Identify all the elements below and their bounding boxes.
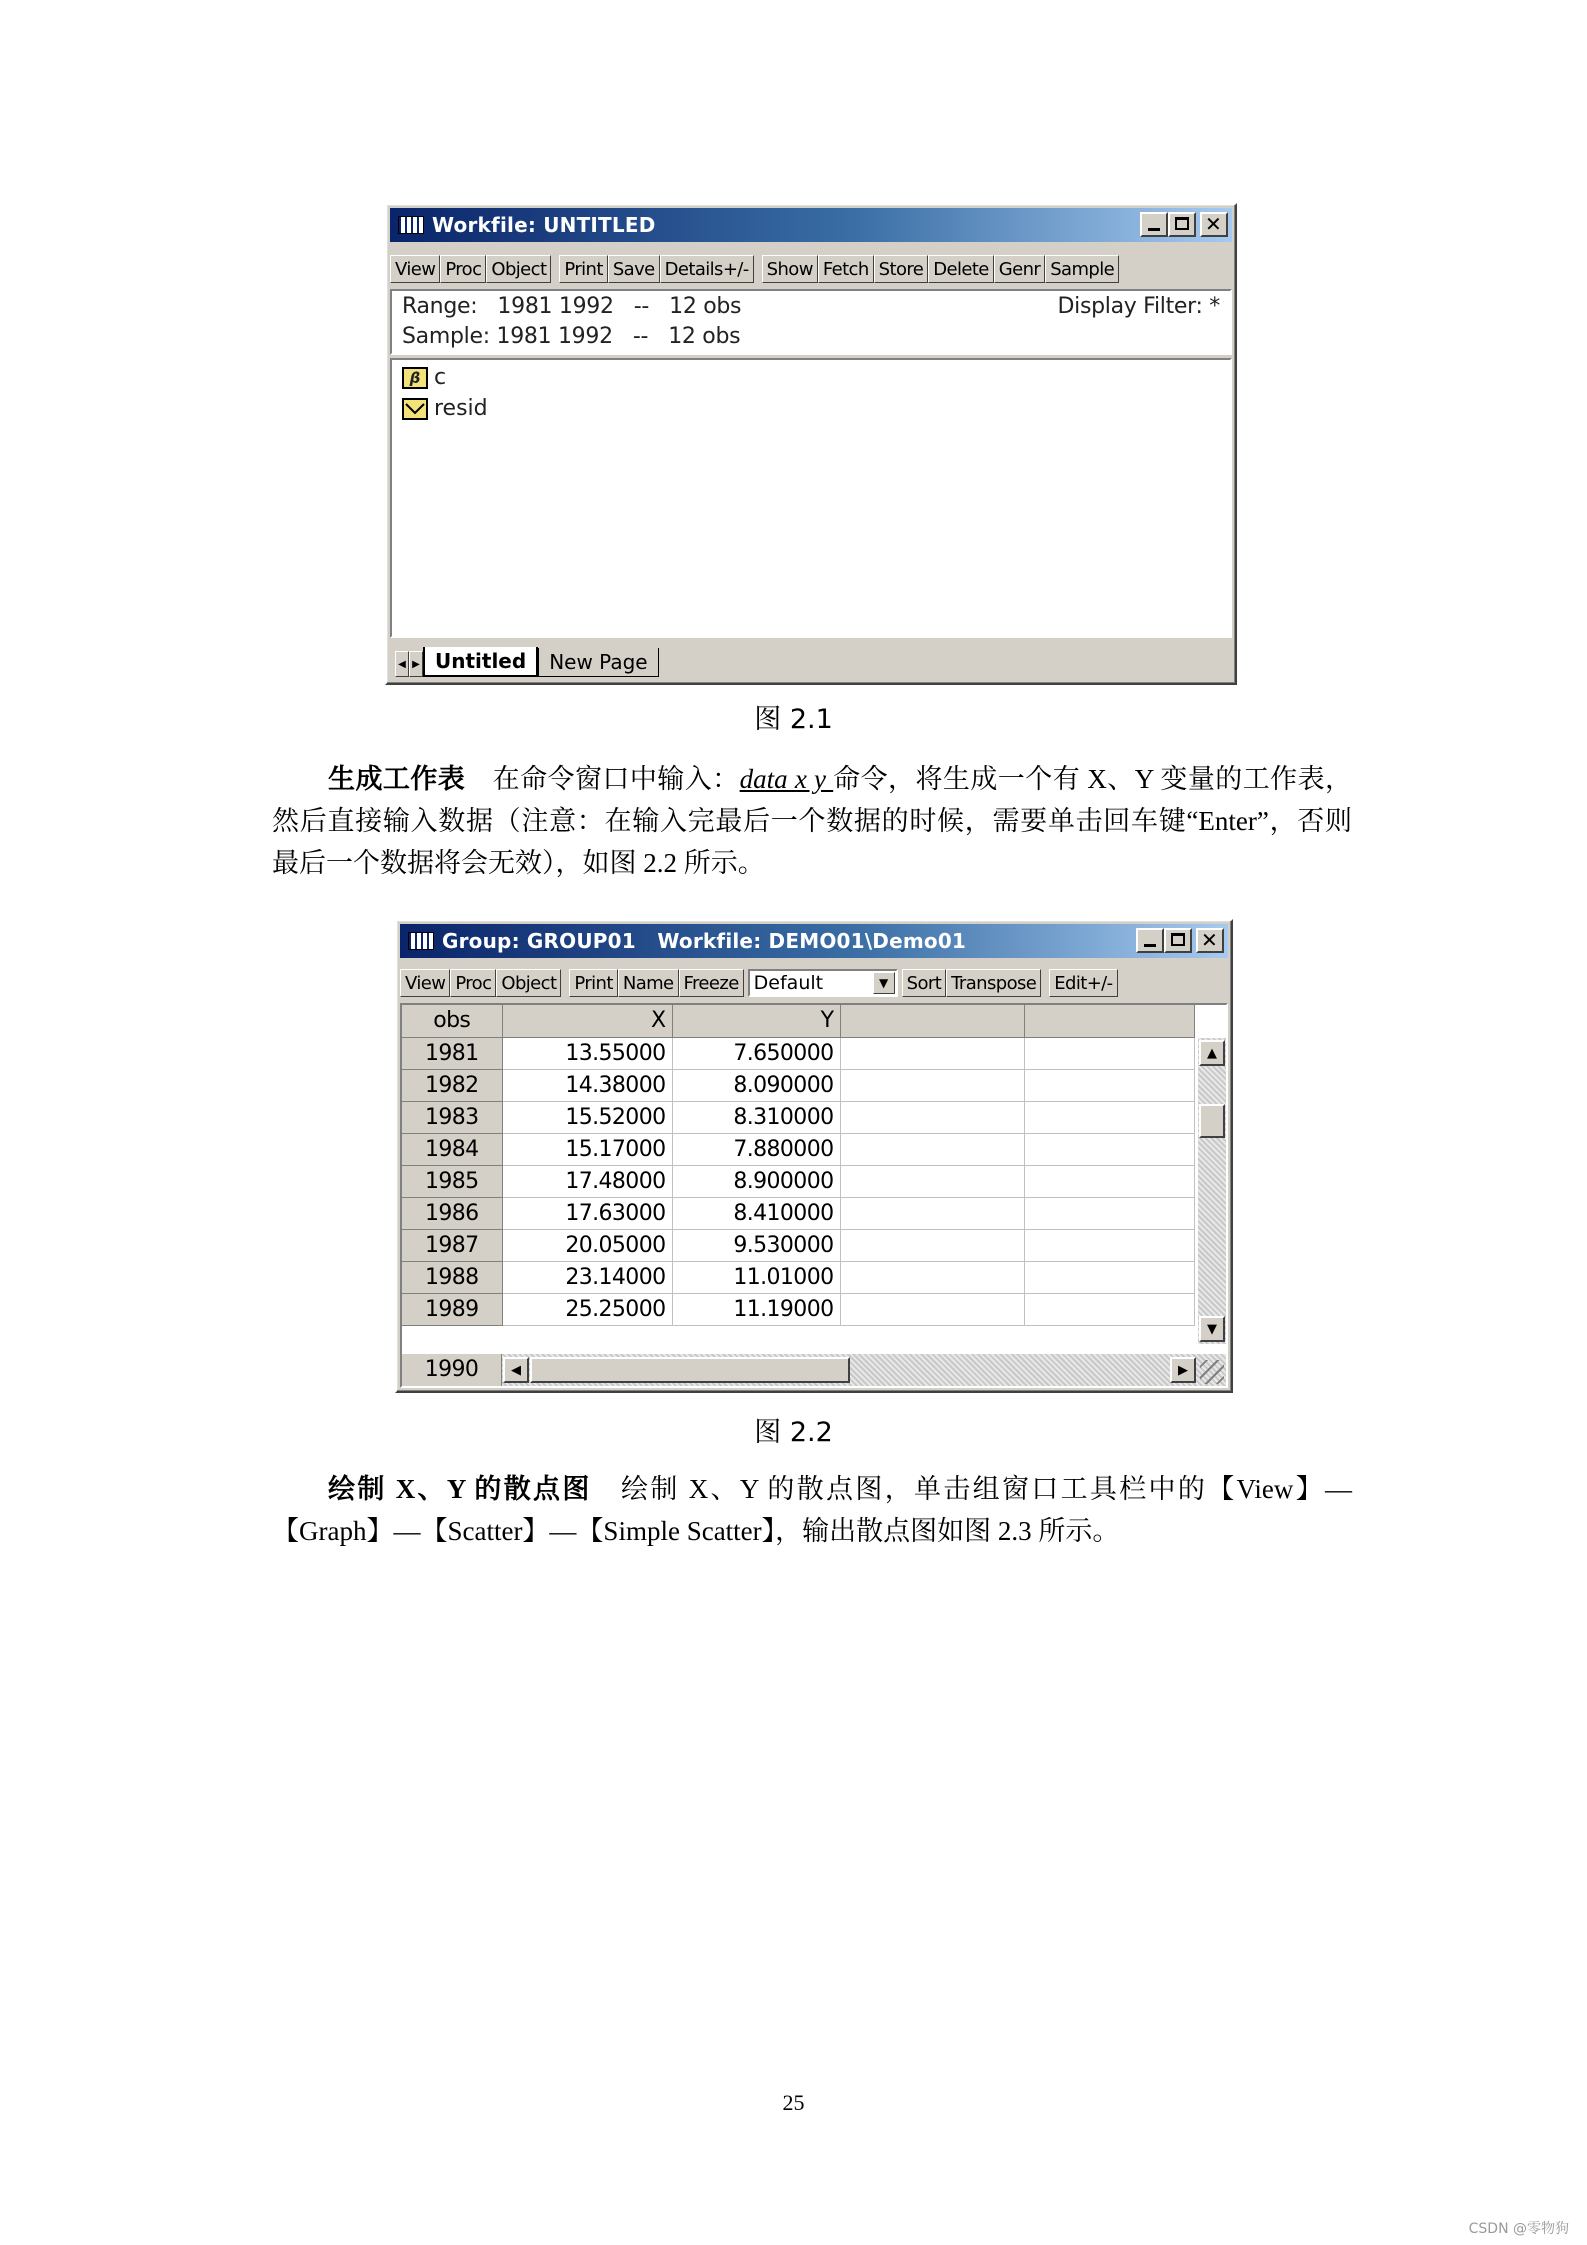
group-window bbox=[395, 919, 1233, 1393]
group-toolbar bbox=[400, 968, 1228, 998]
workfile-title: Workfile: UNTITLED bbox=[432, 213, 656, 237]
row-obs-cell[interactable]: 1988 bbox=[402, 1261, 502, 1293]
y-value-cell[interactable]: 11.19000 bbox=[672, 1293, 840, 1325]
last-obs-cell: 1990 bbox=[402, 1354, 502, 1386]
scroll-up-button[interactable]: ▲ bbox=[1199, 1040, 1225, 1066]
column-header-y[interactable]: Y bbox=[672, 1005, 840, 1037]
y-value-cell[interactable]: 8.900000 bbox=[672, 1165, 840, 1197]
empty-cell[interactable] bbox=[840, 1069, 1024, 1101]
scroll-down-button[interactable]: ▼ bbox=[1199, 1316, 1225, 1342]
table-row bbox=[402, 1069, 1194, 1101]
delete-button[interactable]: Delete bbox=[928, 255, 994, 283]
range-line: Range: 1981 1992 -- 12 obs bbox=[402, 294, 742, 319]
object-item[interactable] bbox=[402, 365, 446, 390]
series-icon bbox=[402, 398, 428, 420]
workfile-object-list bbox=[390, 358, 1232, 638]
sort-button[interactable]: Sort bbox=[902, 969, 947, 997]
workfile-window bbox=[385, 203, 1237, 685]
store-button[interactable]: Store bbox=[874, 255, 929, 283]
paragraph-heading: 生成工作表 bbox=[328, 764, 466, 794]
object-name: resid bbox=[434, 396, 488, 421]
workfile-titlebar[interactable] bbox=[390, 208, 1232, 242]
empty-cell[interactable] bbox=[1024, 1293, 1194, 1325]
y-value-cell[interactable]: 8.090000 bbox=[672, 1069, 840, 1101]
command-text: data x y bbox=[739, 764, 834, 794]
group-title: Group: GROUP01 Workfile: DEMO01\Demo01 bbox=[442, 929, 967, 953]
close-button[interactable] bbox=[1196, 928, 1224, 953]
table-row bbox=[402, 1261, 1194, 1293]
row-obs-cell[interactable]: 1985 bbox=[402, 1165, 502, 1197]
paragraph-draw-scatter bbox=[272, 1468, 1352, 1552]
workfile-info-panel bbox=[390, 289, 1232, 355]
tab-untitled[interactable]: Untitled bbox=[423, 647, 538, 677]
paragraph-heading: 绘制 X、Y 的散点图 bbox=[328, 1474, 592, 1504]
y-value-cell[interactable]: 7.650000 bbox=[672, 1037, 840, 1069]
sample-line: Sample: 1981 1992 -- 12 obs bbox=[402, 324, 741, 349]
empty-cell[interactable] bbox=[840, 1165, 1024, 1197]
empty-cell[interactable] bbox=[1024, 1165, 1194, 1197]
row-obs-cell[interactable]: 1983 bbox=[402, 1101, 502, 1133]
table-row bbox=[402, 1165, 1194, 1197]
workfile-page-tabs bbox=[395, 647, 659, 677]
tab-scroll-right[interactable]: ▶ bbox=[409, 651, 423, 677]
group-titlebar[interactable] bbox=[400, 924, 1228, 958]
object-button[interactable]: Object bbox=[486, 255, 551, 283]
scroll-right-button[interactable]: ▶ bbox=[1170, 1357, 1196, 1383]
maximize-button[interactable] bbox=[1164, 928, 1192, 953]
x-value-cell[interactable]: 20.05000 bbox=[502, 1229, 672, 1261]
x-value-cell[interactable]: 17.48000 bbox=[502, 1165, 672, 1197]
table-row bbox=[402, 1101, 1194, 1133]
column-header-empty[interactable] bbox=[1024, 1005, 1194, 1037]
close-icon: ✕ bbox=[1201, 928, 1218, 952]
maximize-icon bbox=[1171, 933, 1185, 946]
vertical-scrollbar[interactable] bbox=[1198, 1038, 1226, 1344]
details-button[interactable]: Details+/- bbox=[660, 255, 754, 283]
group-app-icon bbox=[408, 932, 434, 950]
object-button[interactable]: Object bbox=[496, 969, 561, 997]
row-obs-cell[interactable]: 1989 bbox=[402, 1293, 502, 1325]
x-value-cell[interactable]: 14.38000 bbox=[502, 1069, 672, 1101]
scroll-thumb-horizontal[interactable] bbox=[530, 1357, 850, 1383]
y-value-cell[interactable]: 7.880000 bbox=[672, 1133, 840, 1165]
table-row bbox=[402, 1197, 1194, 1229]
proc-button[interactable]: Proc bbox=[450, 969, 496, 997]
workfile-app-icon bbox=[398, 216, 424, 234]
table-row bbox=[402, 1037, 1194, 1069]
figure-caption-2-2: 图 2.2 bbox=[754, 1417, 833, 1448]
freeze-button[interactable]: Freeze bbox=[679, 969, 744, 997]
resize-grip-icon[interactable] bbox=[1200, 1360, 1224, 1384]
row-obs-cell[interactable]: 1981 bbox=[402, 1037, 502, 1069]
horizontal-scrollbar[interactable] bbox=[502, 1354, 1226, 1386]
column-header-x[interactable]: X bbox=[502, 1005, 672, 1037]
empty-cell[interactable] bbox=[1024, 1101, 1194, 1133]
x-value-cell[interactable]: 17.63000 bbox=[502, 1197, 672, 1229]
beta-coef-icon: β bbox=[402, 367, 428, 389]
scroll-left-button[interactable]: ◀ bbox=[503, 1357, 529, 1383]
empty-cell[interactable] bbox=[840, 1229, 1024, 1261]
minimize-icon bbox=[1148, 228, 1160, 231]
empty-cell[interactable] bbox=[840, 1037, 1024, 1069]
close-icon: ✕ bbox=[1205, 212, 1222, 236]
display-format-value: Default bbox=[753, 972, 824, 994]
empty-cell[interactable] bbox=[1024, 1037, 1194, 1069]
empty-cell[interactable] bbox=[840, 1261, 1024, 1293]
spreadsheet-area bbox=[400, 1003, 1228, 1388]
close-button[interactable] bbox=[1200, 212, 1228, 237]
fetch-button[interactable]: Fetch bbox=[818, 255, 874, 283]
empty-cell[interactable] bbox=[1024, 1229, 1194, 1261]
table-row bbox=[402, 1133, 1194, 1165]
tab-new-page[interactable]: New Page bbox=[538, 648, 658, 677]
empty-cell[interactable] bbox=[1024, 1069, 1194, 1101]
view-button[interactable]: View bbox=[400, 969, 450, 997]
row-obs-cell[interactable]: 1984 bbox=[402, 1133, 502, 1165]
empty-cell[interactable] bbox=[840, 1133, 1024, 1165]
y-value-cell[interactable]: 11.01000 bbox=[672, 1261, 840, 1293]
minimize-icon bbox=[1144, 944, 1156, 947]
watermark: CSDN @零物狗 bbox=[1468, 2221, 1569, 2237]
empty-cell[interactable] bbox=[840, 1293, 1024, 1325]
empty-cell[interactable] bbox=[1024, 1197, 1194, 1229]
x-value-cell[interactable]: 25.25000 bbox=[502, 1293, 672, 1325]
name-button[interactable]: Name bbox=[618, 969, 679, 997]
row-obs-cell[interactable]: 1986 bbox=[402, 1197, 502, 1229]
scroll-thumb[interactable] bbox=[1199, 1104, 1225, 1138]
row-obs-cell[interactable]: 1987 bbox=[402, 1229, 502, 1261]
save-button[interactable]: Save bbox=[608, 255, 660, 283]
proc-button[interactable]: Proc bbox=[440, 255, 486, 283]
paragraph-text: 在命令窗口中输入： bbox=[492, 764, 740, 794]
dropdown-arrow-icon[interactable]: ▼ bbox=[873, 972, 895, 994]
view-button[interactable]: View bbox=[390, 255, 440, 283]
x-value-cell[interactable]: 15.17000 bbox=[502, 1133, 672, 1165]
object-name: c bbox=[434, 365, 447, 390]
paragraph-generate-worksheet bbox=[272, 758, 1352, 884]
x-value-cell[interactable]: 23.14000 bbox=[502, 1261, 672, 1293]
y-value-cell[interactable]: 8.310000 bbox=[672, 1101, 840, 1133]
transpose-button[interactable]: Transpose bbox=[946, 969, 1041, 997]
maximize-button[interactable] bbox=[1168, 212, 1196, 237]
row-obs-cell[interactable]: 1982 bbox=[402, 1069, 502, 1101]
minimize-button[interactable] bbox=[1136, 928, 1164, 953]
minimize-button[interactable] bbox=[1140, 212, 1168, 237]
sample-button[interactable]: Sample bbox=[1045, 255, 1119, 283]
empty-cell[interactable] bbox=[1024, 1133, 1194, 1165]
empty-cell[interactable] bbox=[840, 1197, 1024, 1229]
column-header-obs[interactable]: obs bbox=[402, 1005, 502, 1037]
paragraph-text: 绘制 X、Y 的散点图，单击组窗口工具栏中的【View】—【Graph】—【Scatter】—【Simple Scatter】，输出散点图如图 2.3 所示。 bbox=[272, 1474, 1353, 1546]
page-number: 25 bbox=[782, 2090, 805, 2115]
tab-scroll-left[interactable]: ◀ bbox=[395, 651, 409, 677]
edit-button[interactable]: Edit+/- bbox=[1049, 969, 1117, 997]
table-row bbox=[402, 1229, 1194, 1261]
figure-caption-2-1: 图 2.1 bbox=[754, 704, 833, 735]
y-value-cell[interactable]: 9.530000 bbox=[672, 1229, 840, 1261]
print-button[interactable]: Print bbox=[559, 255, 607, 283]
print-button[interactable]: Print bbox=[569, 969, 617, 997]
empty-cell[interactable] bbox=[1024, 1261, 1194, 1293]
spreadsheet-grid bbox=[402, 1005, 1195, 1326]
y-value-cell[interactable]: 8.410000 bbox=[672, 1197, 840, 1229]
display-filter[interactable]: Display Filter: * bbox=[1057, 294, 1220, 319]
x-value-cell[interactable]: 15.52000 bbox=[502, 1101, 672, 1133]
workfile-toolbar bbox=[390, 254, 1232, 284]
paragraph-text: 命令，将生成一个有 X、Y 变量的工作表，然后直接输入数据（注意：在输入完最后一个数据的时候，需要单击回车键“Enter”，否则最后一个数据将会无效），如图 2.2 所示。 bbox=[272, 764, 1353, 878]
column-header-empty[interactable] bbox=[840, 1005, 1024, 1037]
show-button[interactable]: Show bbox=[762, 255, 818, 283]
display-format-select[interactable] bbox=[748, 969, 898, 997]
x-value-cell[interactable]: 13.55000 bbox=[502, 1037, 672, 1069]
genr-button[interactable]: Genr bbox=[994, 255, 1045, 283]
object-item[interactable] bbox=[402, 396, 488, 421]
table-row bbox=[402, 1293, 1194, 1325]
empty-cell[interactable] bbox=[840, 1101, 1024, 1133]
maximize-icon bbox=[1175, 217, 1189, 230]
header-row bbox=[402, 1005, 1194, 1037]
